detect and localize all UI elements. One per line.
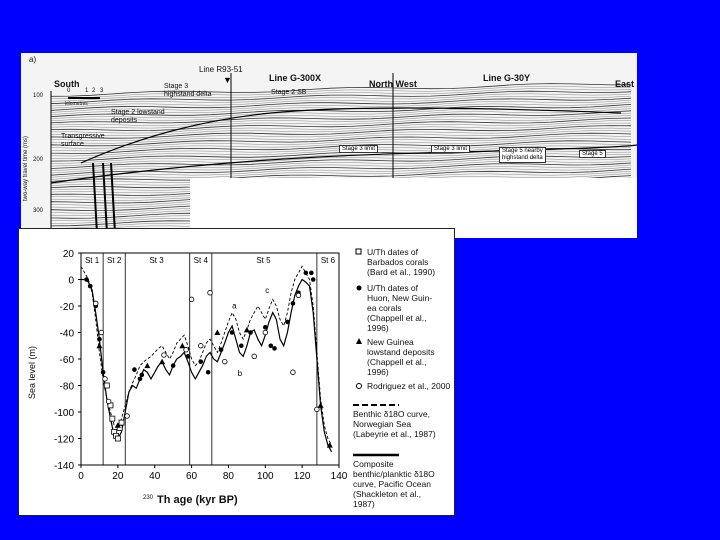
point-rodriguez [208, 290, 213, 295]
legend-circle-icon [357, 286, 362, 291]
reflector-line [51, 128, 631, 141]
scale-1: 1 [85, 88, 89, 94]
y-tick-label: -60 [59, 355, 74, 366]
point-annotation: c [265, 285, 270, 295]
seismic-y200: 200 [33, 157, 44, 163]
scale-unit: kilometres [65, 101, 88, 107]
point-rodriguez [189, 297, 194, 302]
point-huon [309, 271, 314, 276]
point-huon [206, 370, 211, 375]
point-huon [84, 277, 89, 282]
stage2-label: Stage 2 lowstand deposits [111, 109, 165, 124]
stage-label: St 6 [320, 256, 336, 265]
legend-entry: New Guinea lowstand deposits (Chappell et al., 1996) [367, 337, 435, 377]
transgressive-label: Transgressive surface [61, 133, 105, 148]
point-huon [88, 284, 93, 289]
line-g300x-label: Line G-300X [269, 73, 322, 83]
stage3-label: Stage 3 highstand delta [164, 83, 212, 98]
seismic-y100: 100 [33, 93, 44, 99]
point-huon [269, 343, 274, 348]
chart-xlabel: Th age (kyr BP) [157, 494, 238, 506]
scale-2: 2 [92, 88, 96, 94]
point-barbados [104, 383, 109, 388]
point-huon [263, 325, 268, 330]
legend-entry: U/Th dates of Barbados corals (Bard et al., 1990) [367, 247, 436, 277]
plot-frame [81, 253, 339, 465]
point-huon [239, 343, 244, 348]
point-annotation: b [237, 369, 243, 379]
y-tick-label: -100 [53, 408, 74, 419]
y-tick-label: -140 [53, 461, 74, 472]
point-rodriguez [315, 407, 320, 412]
stage-label: St 3 [149, 256, 164, 265]
fault-line [103, 163, 107, 233]
point-lowstand [318, 402, 324, 408]
point-rodriguez [263, 330, 268, 335]
legend-entry: Composite benthic/planktic δ18O curve, Pacific Ocean (Shackleton et al., 1987) [353, 459, 435, 509]
point-lowstand [214, 330, 220, 336]
x-tick-label: 20 [112, 471, 124, 482]
x-tick-label: 80 [222, 471, 234, 482]
point-barbados [115, 436, 120, 441]
point-huon [311, 277, 316, 282]
stage3-limit-box-2: Stage 3 limit [431, 145, 470, 153]
point-rodriguez [184, 347, 189, 352]
point-huon [304, 271, 309, 276]
legend-entry: Benthic δ18O curve, Norwegian Sea (Labeyrie et al., 1987) [353, 409, 436, 439]
point-lowstand [244, 327, 250, 333]
point-huon [272, 346, 277, 351]
legend-triangle-icon [356, 338, 362, 344]
stage-label: St 4 [193, 256, 208, 265]
x-tick-label: 60 [186, 471, 198, 482]
x-tick-label: 40 [149, 471, 161, 482]
point-huon [97, 337, 102, 342]
y-tick-label: -80 [59, 381, 74, 393]
point-barbados [119, 420, 124, 425]
line-g30y-label: Line G-30Y [483, 73, 531, 83]
point-rodriguez [296, 293, 301, 298]
point-rodriguez [99, 330, 104, 335]
south-label: South [54, 79, 80, 89]
point-lowstand [144, 363, 150, 369]
chart-ylabel: Sea level (m) [27, 345, 37, 399]
point-rodriguez [198, 343, 203, 348]
stage-label: St 5 [256, 256, 271, 265]
scale-3: 3 [100, 88, 104, 94]
stage-label: St 2 [107, 256, 122, 265]
line-r93-label: Line R93-51 [199, 65, 243, 74]
fig-label: a) [29, 55, 37, 64]
point-huon [186, 354, 191, 359]
x-tick-label: 100 [256, 471, 274, 482]
seismic-y300: 300 [33, 208, 44, 214]
point-huon [140, 373, 145, 378]
stage2sb-label: Stage 2 SB [271, 89, 307, 96]
stage-label: St 1 [84, 256, 100, 265]
stage5-box: Stage 5 [579, 150, 606, 158]
point-huon [219, 347, 224, 352]
legend-entry: Rodriguez et al., 2000 [367, 381, 451, 391]
legend-entry: U/Th dates of Huon, New Guin- ea corals (Chappell et al., 1996) [367, 283, 433, 333]
y-tick-label: 0 [68, 275, 74, 287]
point-huon [101, 370, 106, 375]
stage5-delta-box: Stage 5 nearby highstand delta [499, 147, 546, 163]
point-rodriguez [291, 370, 296, 375]
chart-xlabel-sup: 230 [143, 495, 154, 501]
point-huon [285, 320, 290, 325]
scale-bar [68, 97, 100, 99]
east-label: East [615, 79, 635, 89]
northwest-label: North West [369, 79, 417, 89]
reflector-line [51, 94, 631, 106]
point-huon [171, 363, 176, 368]
y-tick-label: -20 [59, 302, 74, 313]
point-huon [132, 367, 137, 372]
x-tick-label: 120 [293, 471, 311, 482]
reflector-line [51, 126, 631, 139]
point-huon [138, 377, 143, 382]
point-barbados [110, 416, 115, 421]
sea-level-figure [18, 228, 455, 516]
y-tick-label: -40 [59, 328, 74, 340]
point-huon [291, 301, 296, 306]
point-rodriguez [252, 354, 257, 359]
point-rodriguez [222, 359, 227, 364]
point-lowstand [96, 343, 102, 349]
seismic-ylabel: two-way travel time (ms) [23, 135, 29, 201]
point-lowstand [159, 359, 165, 365]
x-tick-label: 0 [78, 471, 84, 482]
point-rodriguez [103, 377, 108, 382]
legend-open-circle-icon [357, 384, 362, 389]
point-lowstand [179, 343, 185, 349]
line-marker-icon: ▼ [223, 75, 232, 85]
point-annotation: a [232, 301, 237, 311]
legend-square-icon [356, 249, 361, 254]
stage3-limit-box-1: Stage 3 limit [339, 145, 378, 153]
x-tick-label: 140 [330, 471, 348, 482]
y-tick-label: 20 [62, 249, 74, 260]
scale-0: 0 [67, 88, 71, 94]
point-rodriguez [162, 353, 167, 358]
y-tick-label: -120 [53, 434, 74, 446]
point-rodriguez [106, 399, 111, 404]
reflector-line [51, 123, 631, 136]
point-huon [198, 359, 203, 364]
point-rodriguez [125, 414, 130, 419]
point-rodriguez [93, 301, 98, 306]
point-huon [230, 330, 235, 335]
